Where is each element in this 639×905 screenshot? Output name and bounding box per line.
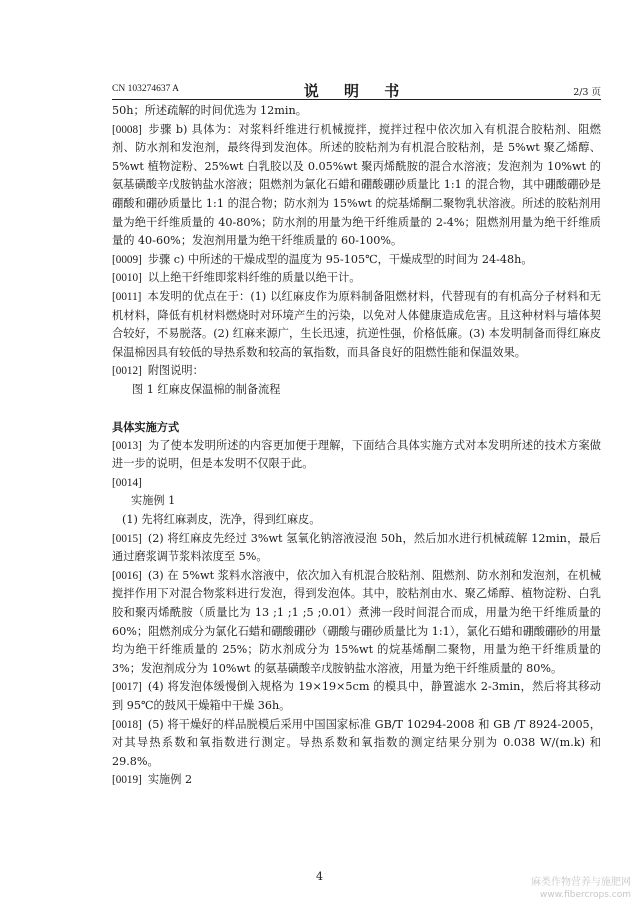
page-indicator: 2/3 页 xyxy=(573,87,601,98)
paragraph-number: [0016] xyxy=(112,569,142,582)
paragraph-number: [0019] xyxy=(112,774,142,787)
paragraph-0017 xyxy=(112,678,601,715)
page-header xyxy=(112,80,601,100)
example-2-title: 实施例 2 xyxy=(147,773,193,787)
watermark xyxy=(531,877,631,901)
paragraph-text: (5) 将干燥好的样品脱模后采用中国国家标准 GB/T 10294-2008 和 GB /T 8924-2005，对其导热系数和氧指数进行测定。导热系数和氧指数的测定结果分别为 0.038 W/(m.k) 和 29.8%。 xyxy=(112,717,601,768)
watermark-url: www.fibercrops.com xyxy=(540,890,631,900)
paragraph-number: [0013] xyxy=(112,439,142,452)
paragraph-0013 xyxy=(112,437,601,474)
paragraph-0008 xyxy=(112,121,601,251)
paragraph-number: [0012] xyxy=(112,365,142,378)
paragraph-number: [0011] xyxy=(112,290,142,303)
paragraph-continued: 50h；所述疏解的时间优选为 12min。 xyxy=(112,104,307,117)
paragraph-text: 附图说明： xyxy=(147,364,204,378)
paragraph-text: 步骤 c) 中所述的干燥成型的温度为 95-105℃，干燥成型的时间为 24-48h。 xyxy=(147,252,533,266)
document-body xyxy=(112,102,601,790)
paragraph-number: [0008] xyxy=(112,123,142,136)
header-rule xyxy=(112,99,601,100)
paragraph-number: [0010] xyxy=(112,272,142,285)
paragraph-number: [0018] xyxy=(112,718,142,731)
paragraph-number: [0014] xyxy=(112,476,142,489)
paragraph-text: 本发明的优点在于：(1) 以红麻皮作为原料制备阻燃材料，代替现有的有机高分子材料和无机材料，降低有机材料燃烧时对环境产生的污染，以免对人体健康造成危害。且这种材料与墙体契合较好，不易脱落。(2) 红麻来源广，生长迅速，抗逆性强，价格低廉。(3) 本发明制备而得红麻皮保温棉因具有较低的导热系数和较高的氧指数，而具备良好的阻燃性能和保温效果。 xyxy=(112,289,601,359)
figure-caption: 图 1 红麻皮保温棉的制备流程 xyxy=(132,382,281,396)
paragraph-0011 xyxy=(112,288,601,362)
paragraph-0019 xyxy=(112,771,601,790)
example-1-title: 实施例 1 xyxy=(131,494,176,508)
paragraph-0018 xyxy=(112,716,601,772)
paragraph-0015 xyxy=(112,530,601,567)
paragraph-text: 以上绝干纤维即浆料纤维的质量以绝干计。 xyxy=(147,271,361,285)
step-1: (1) 先将红麻剥皮，洗净，得到红麻皮。 xyxy=(122,513,321,527)
section-heading: 具体实施方式 xyxy=(112,420,180,435)
paragraph-text: 步骤 b) 具体为：对浆料纤维进行机械搅拌，搅拌过程中依次加入有机混合胶粘剂、阻燃剂、防水剂和发泡剂，最终得到发泡体。所述的胶粘剂为有机混合胶粘剂，是 5%wt 聚乙烯醇、5%wt 植物淀粉、25%wt 白乳胶以及 0.05%wt 聚丙烯酰胺的混合水溶液；发泡剂为 10%wt 的氨基磺酸辛戊胺钠盐水溶液；阻燃剂为氯化石蜡和硼酸硼砂质量比 1:1 的混合物，其中硼酸硼砂是硼酸和硼砂质量比 1:1 的混合物；防水剂为 15%wt 的烷基烯酮二聚物乳状溶液。所述的胶粘剂用量为绝干纤维质量的 40-80%；防水剂的用量为绝干纤维质量的 2-4%；阻燃剂用量为绝干纤维质量的 40-60%；发泡剂用量为绝干纤维质量的 60-100%。 xyxy=(112,122,601,248)
paragraph-0014 xyxy=(112,474,601,493)
paragraph-text: (4) 将发泡体缓慢倒入规格为 19×19×5cm 的模具中，静置滤水 2-3min，然后将其移动到 95℃的鼓风干燥箱中干燥 36h。 xyxy=(112,680,601,712)
paragraph-text: 为了使本发明所述的内容更加便于理解，下面结合具体实施方式对本发明所述的技术方案做进一步的说明，但是本发明不仅限于此。 xyxy=(112,438,601,471)
paragraph-text: (2) 将红麻皮先经过 3%wt 氢氧化钠溶液浸泡 50h，然后加水进行机械疏解 12min，最后通过磨浆调节浆料浓度至 5%。 xyxy=(112,531,601,564)
paragraph-text: (3) 在 5%wt 浆料水溶液中，依次加入有机混合胶粘剂、阻燃剂、防水剂和发泡剂，在机械搅拌作用下对混合物浆料进行发泡，得到发泡体。其中，胶粘剂由水、聚乙烯醇、植物淀粉、白乳胶和聚丙烯酰胺（质量比为 13 ;1 ;1 ;5 ;0.01）煮沸一段时间混合而成，用量为绝干纤维质量的 60%；阻燃剂成分为氯化石蜡和硼酸硼砂（硼酸与硼砂质量比为 1:1），氯化石蜡和硼酸硼砂的用量均为绝干纤维质量的 25%；防水剂成分为 15%wt 的烷基烯酮二聚物，用量为绝干纤维质量的 3%；发泡剂成分为 10%wt 的氨基磺酸辛戊胺钠盐水溶液，用量为绝干纤维质量的 80%。 xyxy=(112,568,601,675)
paragraph-number: [0009] xyxy=(112,253,142,266)
paragraph-number: [0017] xyxy=(112,681,142,694)
watermark-site-name: 麻类作物营养与施肥网 xyxy=(531,877,631,888)
page-number: 4 xyxy=(316,870,323,883)
document-title: 说 明 书 xyxy=(303,82,410,100)
patent-number: CN 103274637 A xyxy=(112,84,180,94)
paragraph-number: [0015] xyxy=(112,532,142,545)
paragraph-0016 xyxy=(112,567,601,679)
spacer xyxy=(112,400,601,419)
paragraph-0010 xyxy=(112,269,601,288)
paragraph-0012 xyxy=(112,362,601,381)
paragraph-0009 xyxy=(112,251,601,270)
